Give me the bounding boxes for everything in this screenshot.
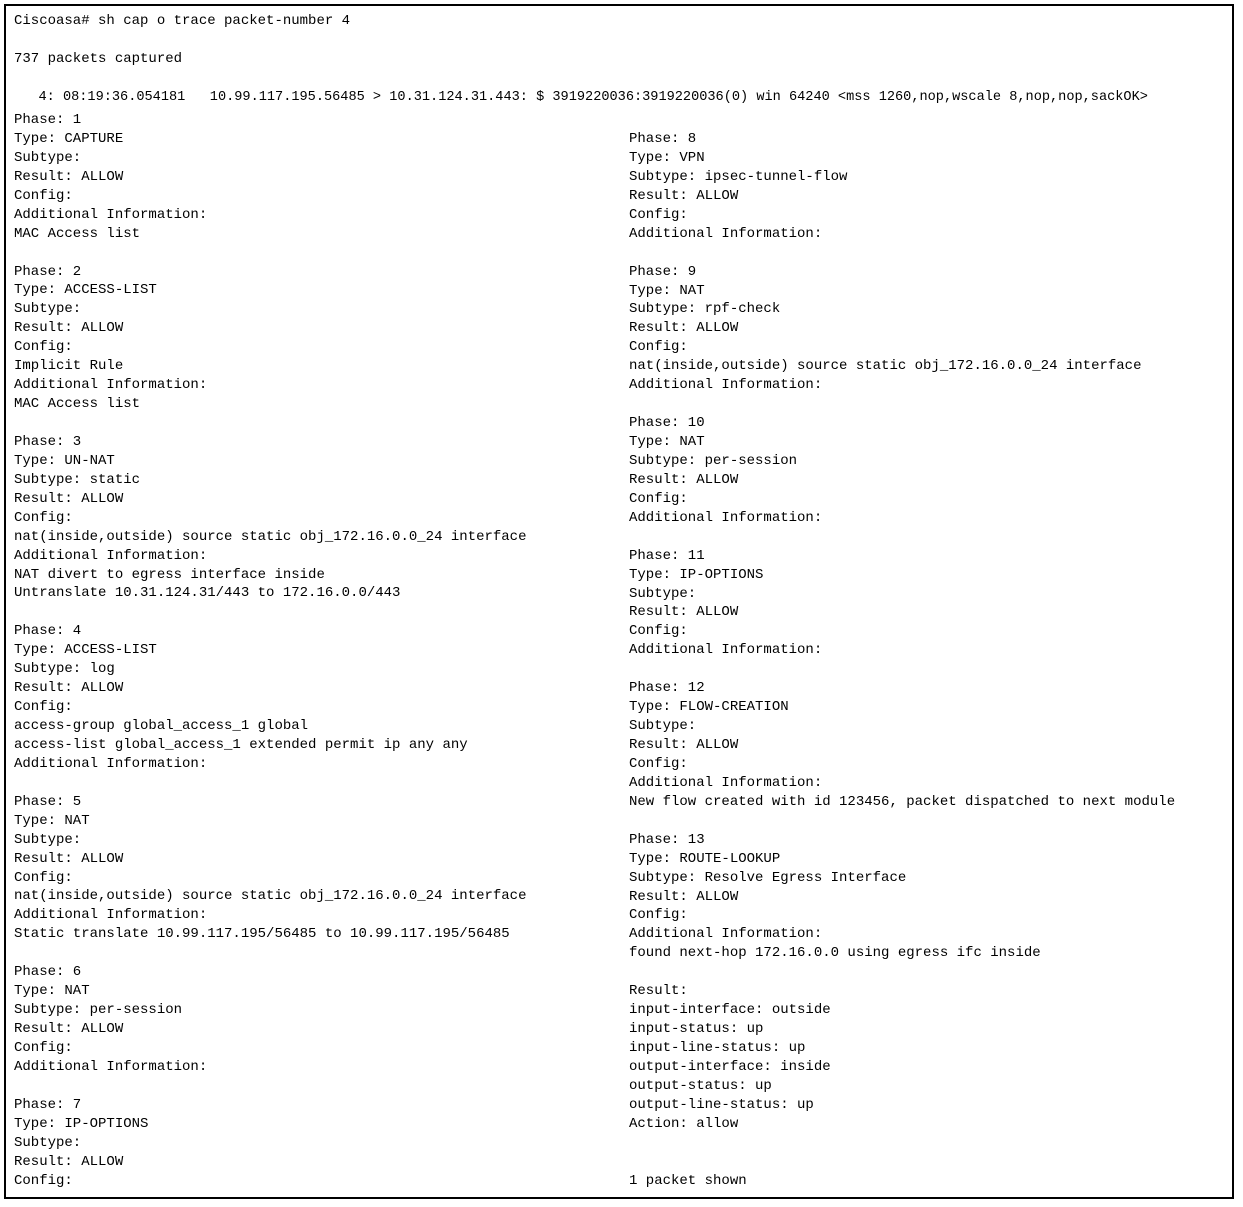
trace-line: Result: ALLOW	[14, 1021, 124, 1037]
trace-line: Result: ALLOW	[14, 850, 124, 867]
trace-line: Result: ALLOW	[629, 187, 739, 204]
trace-line: output-interface: inside	[629, 1058, 831, 1075]
trace-line: Type: NAT	[629, 434, 705, 450]
trace-line: access-group global_access_1 global	[14, 718, 309, 734]
trace-line: Phase: 10	[629, 415, 705, 432]
trace-line: Subtype:	[629, 718, 697, 735]
trace-line: Additional Information:	[629, 509, 823, 526]
trace-line: Additional Information:	[629, 926, 823, 943]
trace-line: Result: ALLOW	[14, 490, 124, 507]
trace-line: Subtype: log	[14, 661, 115, 678]
trace-line: Config:	[629, 907, 688, 924]
trace-line: Config:	[629, 623, 688, 640]
trace-line: Phase: 6	[14, 964, 82, 981]
trace-line: Config:	[14, 339, 73, 356]
trace-line: Additional Information:	[14, 547, 208, 564]
trace-line: Config:	[14, 509, 73, 526]
trace-line: input-interface: outside	[629, 1002, 831, 1019]
trace-line: Result: ALLOW	[629, 320, 739, 337]
trace-line	[14, 1077, 526, 1096]
trace-line: Type: FLOW-CREATION	[629, 699, 789, 716]
trace-line: Config:	[629, 339, 688, 356]
trace-line: Phase: 1	[14, 112, 82, 128]
trace-line: Implicit Rule	[14, 358, 124, 375]
terminal-output	[4, 4, 1234, 1199]
packets-captured-line: 737 packets captured	[14, 51, 183, 67]
trace-line	[14, 603, 526, 622]
trace-line: MAC Access list	[14, 225, 141, 242]
trace-line: Additional Information:	[14, 755, 208, 772]
trace-line: Result: ALLOW	[629, 888, 739, 905]
trace-line: Subtype: static	[14, 471, 141, 488]
trace-line: Config:	[14, 1172, 73, 1189]
trace-line: Result: ALLOW	[629, 604, 739, 621]
trace-line: Phase: 7	[14, 1096, 82, 1113]
right-phase-column	[629, 130, 1175, 1191]
trace-line	[14, 244, 526, 263]
trace-line	[629, 244, 1175, 263]
trace-line: Config:	[14, 869, 73, 886]
trace-line: Phase: 8	[629, 131, 697, 147]
trace-line: Result: ALLOW	[14, 320, 124, 337]
trace-line: Config:	[629, 490, 688, 507]
trace-line: Additional Information:	[14, 1058, 208, 1075]
trace-line: Type: IP-OPTIONS	[629, 566, 764, 583]
trace-line	[14, 774, 526, 793]
trace-line: Phase: 9	[629, 263, 697, 280]
trace-line: Type: UN-NAT	[14, 452, 115, 469]
trace-line: Config:	[14, 699, 73, 716]
trace-line: nat(inside,outside) source static obj_172.16.0.0_24 interface	[14, 528, 527, 545]
trace-line: Action: allow	[629, 1115, 739, 1132]
trace-line: Result: ALLOW	[14, 1153, 124, 1170]
trace-line: Phase: 5	[14, 793, 82, 810]
trace-line: Phase: 3	[14, 433, 82, 450]
trace-line: Type: CAPTURE	[14, 130, 124, 147]
trace-line: Result: ALLOW	[14, 680, 124, 697]
trace-line: Type: NAT	[14, 983, 90, 1000]
trace-line: Phase: 11	[629, 547, 705, 564]
trace-line: access-list global_access_1 extended permit ip any any	[14, 736, 468, 753]
trace-line: Type: ACCESS-LIST	[14, 282, 157, 299]
trace-line: Type: IP-OPTIONS	[14, 1115, 149, 1132]
trace-line	[629, 395, 1175, 414]
trace-line: Config:	[629, 755, 688, 772]
trace-line	[629, 1153, 1175, 1172]
trace-line: Subtype:	[14, 301, 82, 318]
trace-line: Subtype:	[629, 585, 697, 602]
trace-line: Type: ACCESS-LIST	[14, 642, 157, 659]
trace-line: Phase: 4	[14, 623, 82, 640]
trace-line: NAT divert to egress interface inside	[14, 566, 325, 583]
trace-line: Result: ALLOW	[629, 737, 739, 753]
trace-line: New flow created with id 123456, packet dispatched to next module	[629, 793, 1176, 810]
trace-line: Subtype:	[14, 1134, 82, 1151]
trace-line: nat(inside,outside) source static obj_172.16.0.0_24 interface	[629, 358, 1142, 375]
trace-line: Additional Information:	[14, 907, 208, 924]
trace-line: Static translate 10.99.117.195/56485 to 10.99.117.195/56485	[14, 926, 510, 943]
trace-line: Type: NAT	[14, 812, 90, 829]
trace-line: Result:	[629, 983, 688, 1000]
trace-line: output-line-status: up	[629, 1096, 814, 1113]
left-phase-column	[14, 111, 526, 1190]
trace-line: Config:	[14, 187, 73, 204]
trace-line: Subtype: per-session	[14, 1002, 183, 1019]
trace-line: Phase: 13	[629, 831, 705, 848]
trace-line	[629, 812, 1175, 831]
trace-line: Additional Information:	[14, 377, 208, 394]
trace-line: Additional Information:	[629, 377, 823, 394]
trace-line: Additional Information:	[14, 206, 208, 223]
trace-line: Subtype: Resolve Egress Interface	[629, 869, 907, 886]
trace-line: output-status: up	[629, 1077, 772, 1094]
trace-line: Type: VPN	[629, 149, 705, 166]
trace-line: Additional Information:	[629, 642, 823, 659]
trace-line: Subtype:	[14, 149, 82, 166]
trace-line: Subtype: per-session	[629, 452, 798, 469]
trace-line	[629, 1134, 1175, 1153]
trace-line: nat(inside,outside) source static obj_172.16.0.0_24 interface	[14, 888, 527, 905]
trace-line: input-status: up	[629, 1021, 764, 1038]
trace-line: Config:	[14, 1039, 73, 1056]
packet-summary-line: 4: 08:19:36.054181 10.99.117.195.56485 > 10.31.124.31.443: $ 3919220036:3919220036(0) win 64240 <mss 1260,nop,wscale 8,nop,nop,sackOK>	[14, 90, 1148, 105]
trace-line: Subtype: ipsec-tunnel-flow	[629, 168, 848, 185]
trace-line: Additional Information:	[629, 225, 823, 242]
trace-line: Result: ALLOW	[14, 168, 124, 185]
trace-line: Subtype: rpf-check	[629, 301, 781, 318]
trace-line: Phase: 12	[629, 680, 705, 697]
trace-line: Result: ALLOW	[629, 471, 739, 488]
trace-line: Subtype:	[14, 831, 82, 848]
trace-line: Type: NAT	[629, 282, 705, 299]
trace-line: found next-hop 172.16.0.0 using egress ifc inside	[629, 945, 1041, 962]
trace-line: Additional Information:	[629, 774, 823, 791]
command-line: Ciscoasa# sh cap o trace packet-number 4	[14, 13, 351, 29]
trace-line	[14, 414, 526, 433]
trace-line: Untranslate 10.31.124.31/443 to 172.16.0.0/443	[14, 585, 401, 602]
trace-line	[629, 528, 1175, 547]
trace-line	[629, 963, 1175, 982]
trace-line: Config:	[629, 206, 688, 223]
trace-line	[629, 660, 1175, 679]
trace-line: input-line-status: up	[629, 1040, 806, 1056]
trace-line: Type: ROUTE-LOOKUP	[629, 850, 781, 867]
trace-line	[14, 944, 526, 963]
trace-line: MAC Access list	[14, 396, 141, 413]
trace-line: Phase: 2	[14, 263, 82, 280]
trace-line: 1 packet shown	[629, 1172, 747, 1189]
